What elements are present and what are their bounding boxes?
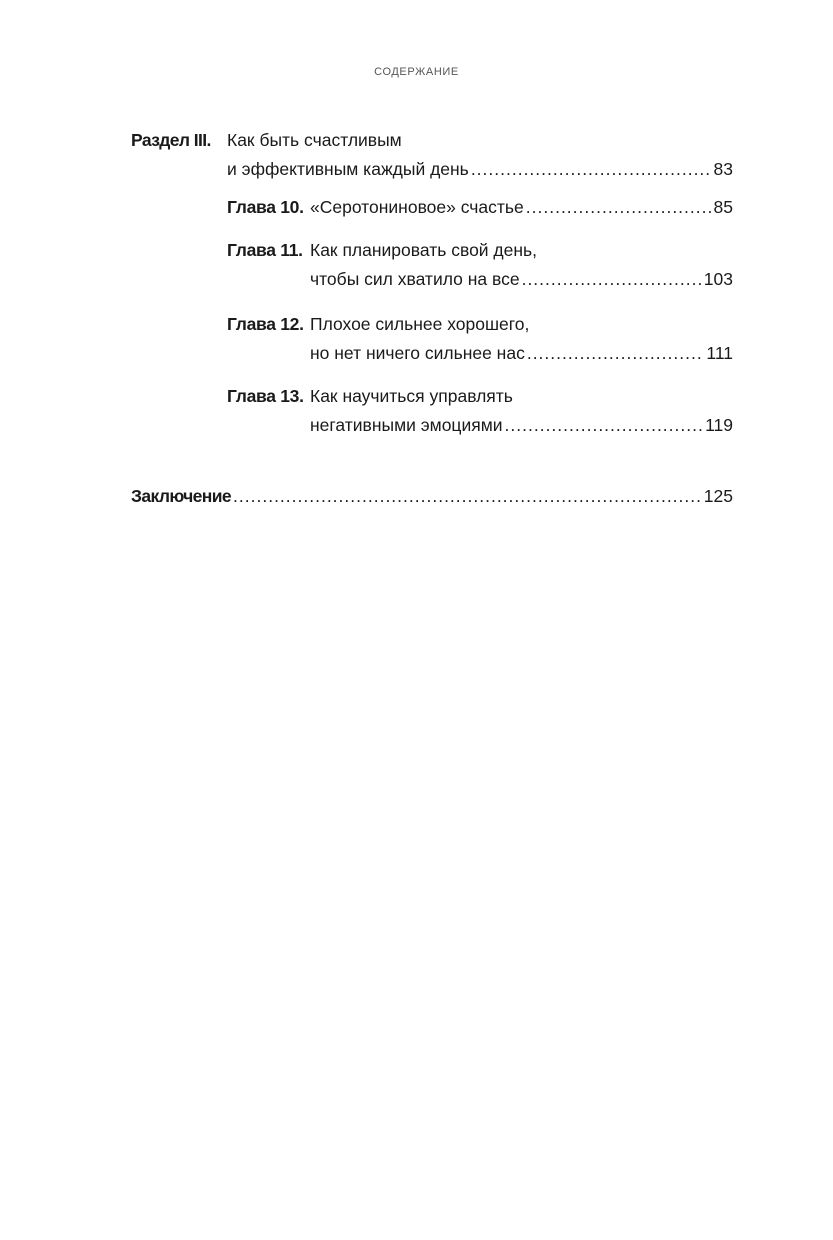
page-number: 111	[706, 343, 733, 363]
chapter-title-text: Как планировать свой день,	[310, 240, 538, 260]
chapter-title-text-2: негативными эмоциями	[310, 415, 503, 435]
dot-leader	[471, 158, 712, 180]
running-head: СОДЕРЖАНИЕ	[374, 66, 459, 78]
chapter-label: Глава 10.	[227, 197, 304, 217]
section-title-text-2: и эффективным каждый день	[227, 159, 469, 179]
toc-entry-chapter-11[interactable]	[310, 268, 733, 290]
dot-leader	[526, 196, 712, 218]
toc-entry-chapter-12[interactable]	[310, 342, 733, 364]
page-number: 83	[713, 159, 733, 179]
dot-leader	[527, 342, 705, 364]
page-number: 125	[703, 486, 733, 506]
chapter-title-text-2: но нет ничего сильнее нас	[310, 343, 525, 363]
chapter-label: Глава 13.	[227, 386, 304, 406]
dot-leader	[505, 414, 704, 436]
table-of-contents	[131, 0, 733, 1240]
toc-entry-conclusion[interactable]	[131, 485, 733, 507]
page-number: 85	[713, 197, 733, 217]
section-title-line1	[227, 129, 402, 151]
dot-leader	[522, 268, 702, 290]
toc-entry-section-3[interactable]	[227, 158, 733, 180]
toc-entry-chapter-13[interactable]	[310, 414, 733, 436]
chapter-title-line1	[310, 385, 513, 407]
chapter-title-line1	[310, 313, 529, 335]
chapter-label: Глава 11.	[227, 240, 303, 260]
section-title-text: Как быть счастливым	[227, 130, 402, 150]
page-number: 103	[703, 269, 733, 289]
chapter-title-text: Плохое сильнее хорошего,	[310, 314, 530, 334]
chapter-title-line1	[310, 239, 537, 261]
conclusion-label: Заключение	[131, 486, 232, 506]
toc-entry-chapter-10[interactable]	[310, 196, 733, 218]
dot-leader	[233, 485, 702, 507]
section-label: Раздел III.	[131, 130, 211, 150]
chapter-title-text: «Серотониновое» счастье	[310, 197, 524, 217]
chapter-title-text: Как научиться управлять	[310, 386, 513, 406]
chapter-label: Глава 12.	[227, 314, 304, 334]
chapter-title-text-2: чтобы сил хватило на все	[310, 269, 520, 289]
page-number: 119	[705, 415, 733, 435]
